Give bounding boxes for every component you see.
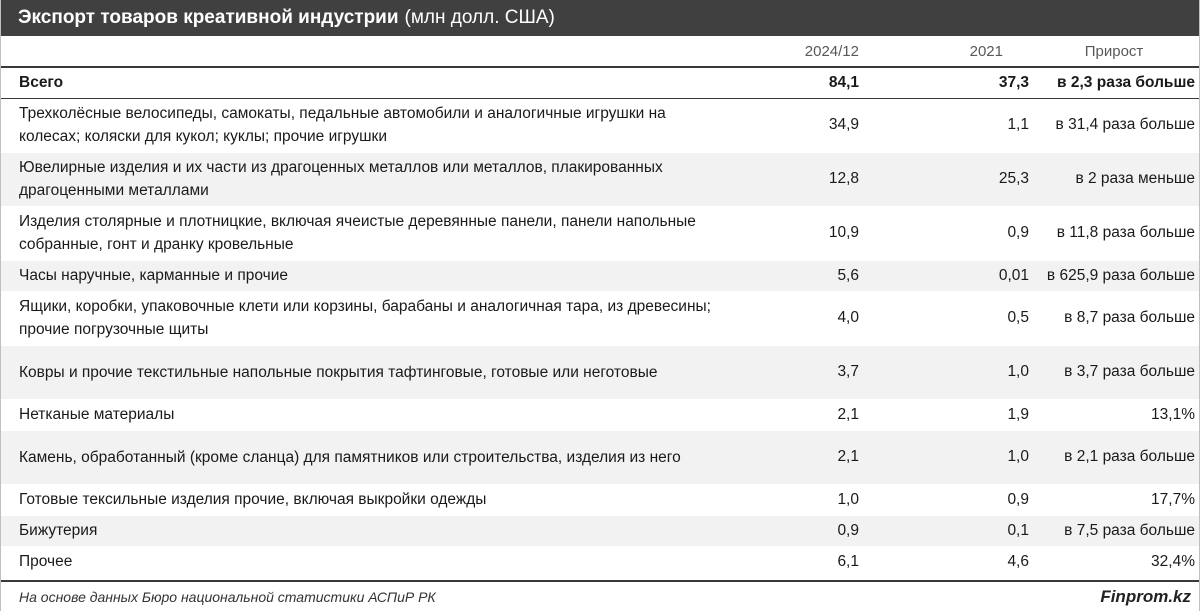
value-2024: 2,1	[837, 405, 859, 423]
table-row	[1, 399, 1199, 430]
row-label: Ящики, коробки, упаковочные клети или корзины, барабаны и аналогичная тара, из древесины; прочие погрузочные щиты	[19, 298, 711, 338]
row-label: Готовые тексильные изделия прочие, включая выкройки одежды	[19, 491, 487, 508]
growth-value: в 31,4 раза больше	[1055, 116, 1195, 133]
growth-value: в 625,9 раза больше	[1029, 260, 1199, 291]
value-2021: 0,9	[1007, 224, 1029, 241]
table-row	[1, 206, 1199, 260]
table-row	[1, 152, 1199, 206]
table-row	[1, 515, 1199, 546]
row-label: Ковры и прочие текстильные напольные покрытия тафтинговые, готовые или неготовые	[1, 345, 721, 399]
growth-value: в 2,3 раза больше	[1029, 68, 1199, 98]
growth-value: 17,7%	[1151, 490, 1195, 508]
value-2024: 3,7	[721, 345, 859, 399]
value-2021: 0,5	[1007, 309, 1029, 326]
value-2021: 1,1	[1007, 116, 1029, 133]
growth-value: 32,4%	[1151, 552, 1195, 570]
value-2024: 12,8	[721, 152, 859, 206]
table-title: Экспорт товаров креативной индустрии	[18, 7, 399, 28]
column-header-2024: 2024/12	[804, 42, 859, 60]
table-row	[1, 260, 1199, 291]
growth-value: в 2,1 раза больше	[1029, 430, 1199, 484]
value-2024: 10,9	[828, 224, 859, 241]
value-2024: 1,0	[837, 490, 859, 508]
row-label: Камень, обработанный (кроме сланца) для памятников или строительства, изделия из него	[1, 430, 721, 484]
growth-value: в 7,5 раза больше	[1029, 515, 1199, 546]
growth-value: в 11,8 раза больше	[1056, 224, 1195, 241]
value-2021: 25,3	[859, 152, 1029, 206]
value-2024: 84,1	[721, 68, 859, 98]
value-2024: 34,9	[828, 116, 859, 133]
brand-logo: Finprom.kz	[1100, 586, 1191, 606]
row-label: Часы наручные, карманные и прочие	[1, 260, 721, 291]
table-row	[1, 430, 1199, 484]
total-row	[1, 68, 1199, 98]
column-header-growth: Прирост	[1084, 42, 1144, 60]
value-2021: 1,9	[1007, 405, 1029, 423]
row-label: Ювелирные изделия и их части из драгоценных металлов или металлов, плакированных драгоценными металлами	[1, 152, 721, 206]
row-label: Трехколёсные велосипеды, самокаты, педальные автомобили и аналогичные игрушки на колесах; коляски для кукол; куклы; прочие игрушки	[19, 105, 666, 145]
value-2024: 6,1	[837, 552, 859, 570]
row-label: Изделия столярные и плотницкие, включая ячеистые деревянные панели, панели напольные собранные, гонт и дранку кровельные	[19, 213, 696, 253]
value-2024: 5,6	[721, 260, 859, 291]
column-header-2021: 2021	[969, 42, 1003, 60]
footer	[1, 580, 1199, 611]
growth-value: в 2 раза меньше	[1029, 152, 1199, 206]
table-row	[1, 546, 1199, 577]
row-label: Всего	[1, 68, 721, 98]
source-note: На основе данных Бюро национальной статистики АСПиР РК	[19, 588, 436, 605]
value-2024: 4,0	[837, 309, 859, 326]
growth-value: в 3,7 раза больше	[1029, 345, 1199, 399]
value-2024: 2,1	[721, 430, 859, 484]
title-bar	[1, 0, 1199, 36]
value-2021: 1,0	[859, 345, 1029, 399]
row-label: Прочее	[19, 553, 73, 570]
value-2021: 4,6	[1007, 552, 1029, 570]
value-2021: 37,3	[859, 68, 1029, 98]
value-2021: 0,01	[859, 260, 1029, 291]
row-label: Нетканые материалы	[19, 406, 175, 423]
value-2021: 1,0	[859, 430, 1029, 484]
value-2024: 0,9	[721, 515, 859, 546]
data-table	[1, 68, 1199, 578]
value-2021: 0,9	[1007, 490, 1029, 508]
value-2021: 0,1	[859, 515, 1029, 546]
table-unit: (млн долл. США)	[404, 7, 555, 28]
row-label: Бижутерия	[1, 515, 721, 546]
table-row	[1, 291, 1199, 345]
table-row	[1, 345, 1199, 399]
growth-value: 13,1%	[1151, 405, 1195, 423]
table-row	[1, 484, 1199, 515]
growth-value: в 8,7 раза больше	[1064, 309, 1195, 326]
table-body	[1, 68, 1199, 577]
column-header-row	[1, 36, 1199, 68]
table-row	[1, 98, 1199, 152]
